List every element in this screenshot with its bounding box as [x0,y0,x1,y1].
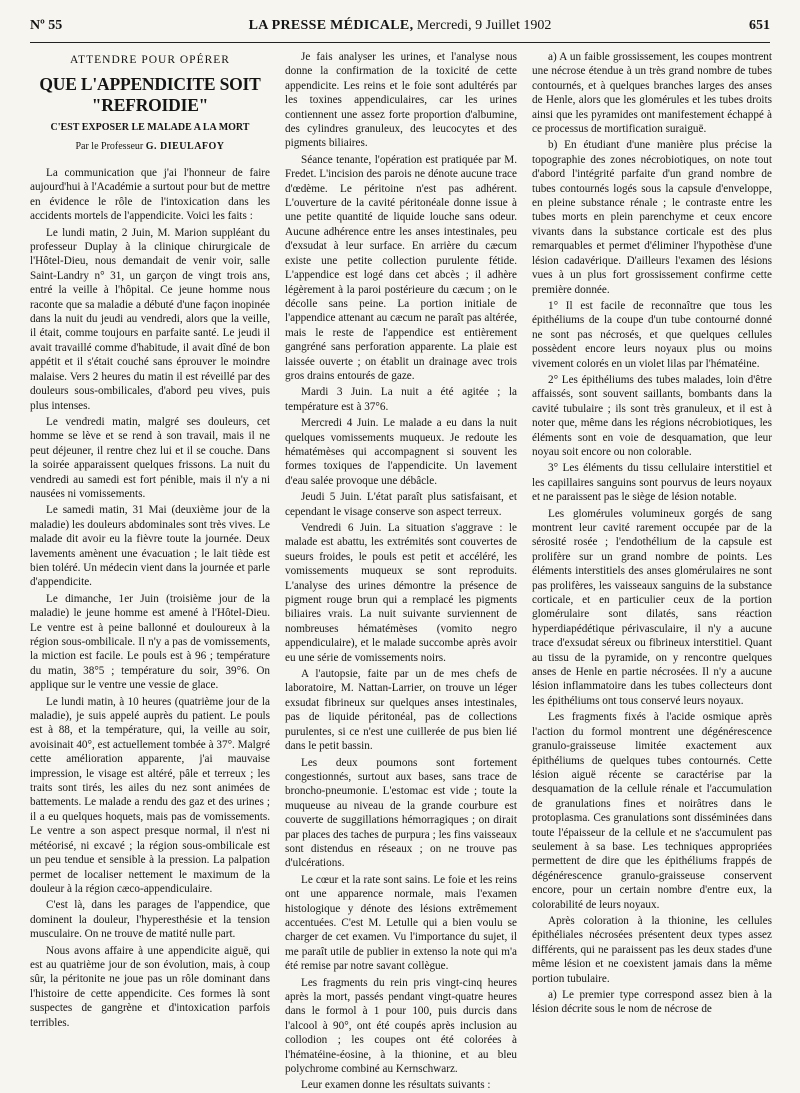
paragraph: Mercredi 4 Juin. Le malade a eu dans la nuit quelques vomissements muqueux. Je redoute les hématémèses qui accompagnent si souvent les formes toxiques de l'appendicite. Un lavement d'eau salée provoque une débâcle. [285,417,517,487]
paragraph: 1° Il est facile de reconnaître que tous les épithéliums de la coupe d'un tube contourné donné ne sont pas nécrosés, et que quelques cellules possèdent encore leurs noyaux plus ou moins vivement colorés en un violet lilas par l'hématéine. [532,299,772,370]
paragraph: Les deux poumons sont fortement congestionnés, surtout aux bases, sans trace de broncho-pneumonie. L'estomac est vide ; toute la muqueuse au niveau de la grande courbure est couverte de suggillations hémorragiques ; on dirait par places des taches de purpura ; les fins vaisseaux sont distendus en réseaux ; on ne trouve pas d'ulcérations. [285,756,517,870]
paragraph: Jeudi 5 Juin. L'état paraît plus satisfaisant, et cependant le visage conserve son aspect terreux. [285,491,517,518]
paragraph: Séance tenante, l'opération est pratiquée par M. Fredet. L'incision des parois ne dénote aucune trace d'œdème. Le péritoine n'est pas adhérent. L'ouverture de la cavité péritonéale donne issue à une petite quantité de liquide louche sans odeur. Aucune adhérence entre les anses intestinales, peu d'exsudat à leur surface. En arrière du cæcum existe une petite collection purulente fétide. L'appendice est logé dans cet abcès ; il adhère légèrement à la paroi postérieure du cæcum ; on le décolle sans peine. La portion initiale de l'appendice attenant au cæcum ne paraît pas altérée, mais le reste de l'appendice est entièrement gangréné sans perforation apparente. La plaie est laissée ouverte ; on établit un drainage avec trois gros drains entourés de gaze. [285,153,517,382]
column-2-body [285,50,517,1093]
paragraph: Le lundi matin, 2 Juin, M. Marion suppléant du professeur Duplay à la clinique chirurgicale de l'Hôtel-Dieu, nous demandait de venir voir, salle Saint-Landry n° 31, un garçon de vingt trois ans, entré la veille à l'hôpital. Ce jeune homme nous raconte que sa maladie a débuté d'une façon inopinée dans la nuit du jeudi au vendredi, alors que la veille, il était, comme toujours en parfaite santé. Le jeudi il avait travaillé comme d'habitude, il avait dîné de bon appétit et il s'était couché sans éprouver le moindre malaise. Vers 2 heures du matin il est réveillé par des douleurs sous-ombilicales, d'abord peu vives, puis plus intenses. [30,226,270,412]
article-title: QUE L'APPENDICITE SOIT "REFROIDIE" [39,74,261,115]
text-column-2 [285,50,517,1092]
paragraph: A l'autopsie, faite par un de mes chefs de laboratoire, M. Nattan-Larrier, on trouve un léger exsudat fibrineux sur quelques anses intestinales, pas de liquide péritonéal, pas de collections purulentes, si ce n'est une cuillerée de pus bien lié dans le petit bassin. [285,668,517,753]
paragraph: Les glomérules volumineux gorgés de sang montrent leur cavité rarement occupée par de la sérosité rosée ; l'endothélium de la capsule est prolifère sur un grand nombre de points. Les éléments interstitiels des anses glomérulaires ne sont pas prolifères, les vaisseaux sanguins de la substance corticale, et en particulier ceux de la portion glomérulaire sont dilatés, sans réaction hyperdiapédétique périvasculaire, il n'y a aucune trace d'exsudat séreux ou fibrineux interstitiel. Quant au tissu de la pyramide, on y rencontre quelques anses de Henle en partie nécrosées. Il n'y a aucune lésion inflammatoire dans les tubes collecteurs dont les épithéliums ont tous conservé leurs noyaux. [532,507,772,707]
paragraph: Le cœur et la rate sont sains. Le foie et les reins ont une apparence normale, mais l'examen histologique y dénote des lésions extrêmement accentuées. C'est M. Letulle qui a bien voulu se charger de cet examen. Vu l'importance du sujet, il me paraît utile de publier in extenso la note qui m'a été remise par notre savant collègue. [285,873,517,973]
paragraph: 3° Les éléments du tissu cellulaire interstitiel et les capillaires sanguins sont pourvus de leurs noyaux et ne paraissent pas le siège de lésion notable. [532,462,772,504]
article-byline [30,141,270,152]
paragraph: Les fragments fixés à l'acide osmique après l'action du formol montrent une dégénérescence granulo-graisseuse limitée exactement aux épithéliums de quelques tubes contournés. Cette lésion aiguë récente se caractérise par la desquamation de la cellule rénale et l'accumulation de granulations fines et noirâtres dans le protoplasma. Ces granulations sont disséminées dans toute l'épaisseur de la cellule et ne s'accumulent pas seulement à sa base. Les techniques appropriées permettent de dire que les épithéliums frappés de dégénérescence granulo-graisseuse conservent encore, pour un certain nombre d'entre eux, la colorabilité de leurs noyaux. [532,711,772,911]
column-1-body [30,166,270,1030]
paragraph: Leur examen donne les résultats suivants : [301,1079,491,1092]
page-number: 651 [749,18,770,33]
column-3-body [532,50,772,1017]
paragraph: Mardi 3 Juin. La nuit a été agitée ; la température est à 37°6. [285,386,517,413]
paragraph: Nous avons affaire à une appendicite aiguë, qui est au quatrième jour de son évolution, mais, à coup sûr, la péritonite ne joue pas un rôle dominant dans l'histoire de cette appendicite. Ces formes là sont suspectes de gangrène et d'intoxication parfois terribles. [30,944,270,1029]
text-column-3 [532,50,772,1075]
issue-number: Nº 55 [30,18,63,33]
paragraph: Je fais analyser les urines, et l'analyse nous donne la confirmation de la toxicité de cette appendicite. Les reins et le foie sont adultérés par les toxines appendiculaires, car les urines contiennent une assez forte proportion d'albumine, des cylindres granuleux, des leucocytes et des pigments biliaires. [285,51,517,150]
paragraph: Après coloration à la thionine, les cellules épithéliales nécrosées présentent deux types assez différents, qui ne paraissent pas les deux stades d'une même lésion et ne coexistent jamais dans la même portion tubulaire. [532,914,772,985]
running-head [30,18,770,34]
text-column-1 [30,50,270,1075]
paragraph: b) En étudiant d'une manière plus précise la topographie des zones nécrobiotiques, on note tout d'abord l'intégrité parfaite d'un grand nombre de tubes contournés logés sous la capsule d'enveloppe, en pleine substance rénale ; le contraste entre les tubes morts en plein parenchyme et ceux encore vivants dans la substance corticale est des plus remarquables et permet d'éliminer l'hypothèse d'une lésion cadavérique. D'ailleurs l'examen des lésions vues à un plus fort grossissement confirme cette première donnée. [532,139,772,296]
paragraph: a) Le premier type correspond assez bien à la lésion décrite sous le nom de nécrose de [532,989,772,1016]
article-kicker: ATTENDRE POUR OPÉRER [70,54,230,66]
paragraph: 2° Les épithéliums des tubes malades, loin d'être affaissés, sont souvent saillants, bombants dans la cavité tubulaire ; ils sont très granuleux, et il est à noter que, même dans les régions nécrobiotiques, les éléments sont en voie de desquamation, que leur noyau soit encore ou non colorable. [532,373,772,458]
paragraph: C'est là, dans les parages de l'appendice, que dominent la douleur, l'hyperesthésie et la tension musculaire. On ne trouve de matité nulle part. [30,899,270,941]
paragraph: Le lundi matin, à 10 heures (quatrième jour de la maladie), je suis appelé auprès du patient. Le pouls est à 88, et la température, qui, la veille au soir, avoisinait 40°, est actuellement tombée à 37°. Malgré cette amélioration apparente, j'ai mauvaise impression, le visage est altéré, pâle et terreux ; les traits sont tirés, les ailes du nez sont animées de battements. Le malade a rendu des gaz et des urines ; il a eu quelques hoquets, mais pas de vomissements. Le ventre a son aspect presque normal, il n'est ni météorisé, ni excavé ; la région sous-ombilicale est un peu tendue et sensible à la pression. La palpation permet de localiser nettement le maximum de la douleur à la région cæco-appendiculaire. [30,695,270,895]
paragraph: La communication que j'ai l'honneur de faire aujourd'hui à l'Académie a surtout pour but de mettre en évidence le rôle de l'intoxication dans les accidents mortels de l'appendicite. Voici les faits : [30,167,270,223]
page-header [30,16,770,43]
article-subtitle: C'EST EXPOSER LE MALADE A LA MORT [50,122,250,133]
issue-date: Mercredi, 9 Juillet 1902 [416,18,552,33]
paragraph: Le samedi matin, 31 Mai (deuxième jour de la maladie) les douleurs abdominales sont très vives. Le malade dit avoir eu la fièvre toute la journée. Deux lavements amènent une évacuation ; le lait tiède est bien toléré. Un médecin vient dans la journée et parle d'appendicite. [30,504,270,589]
paragraph: a) A un faible grossissement, les coupes montrent une nécrose étendue à un très grand nombre de tubes contournés, et à quelques branches larges des anses de Henle, alors que les glomérules et les tubes droits ainsi que les pyramides ont manifestement échappé à ce processus de mortification suraiguë. [532,51,772,136]
byline-prefix: Par le Professeur [75,141,144,152]
publication-name: LA PRESSE MÉDICALE, [248,18,414,33]
byline-author: G. DIEULAFOY [145,141,225,152]
paragraph: Le vendredi matin, malgré ses douleurs, cet homme se lève et se rend à son travail, mais il ne peut déjeuner, il rentre chez lui et il se couche. Dans la soirée apparaissent quelques frissons. La nuit du vendredi au samedi est fort pénible, mais il n'y a ni nausées ni vomissements. [30,415,270,500]
article-heading [30,54,270,152]
paragraph: Le dimanche, 1er Juin (troisième jour de la maladie) le jeune homme est amené à l'Hôtel-Dieu. Le ventre est à peine ballonné et douloureux à la région sous-ombilicale. Il n'y a pas de vomissements, la miction est facile. Le pouls est à 96 ; température du matin, 38°5 ; température du soir, 39°6. On applique sur le ventre une vessie de glace. [30,592,270,692]
paragraph: Les fragments du rein pris vingt-cinq heures après la mort, passés pendant vingt-quatre heures dans le formol à 1 pour 100, puis durcis dans l'alcool à 90°, ont été coupés après inclusion au collodion ; les coupes ont été colorées à l'hématéine-éosine, à la thionine, et au bleu polychrome combiné au Kernschwarz. [285,976,517,1076]
paragraph: Vendredi 6 Juin. La situation s'aggrave : le malade est abattu, les extrémités sont couvertes de sueurs froides, le pouls est petit et accéléré, les vomissements muqueux se sont reproduits. L'analyse des urines démontre la présence de pigment rouge brun qui a remplacé les pigments biliaires vrais. La nuit suivante surviennent de nombreuses hématémèses (vomito negro appendiculaire), et le malade succombe après avoir eu une série de vomissements noirs. [285,522,517,664]
